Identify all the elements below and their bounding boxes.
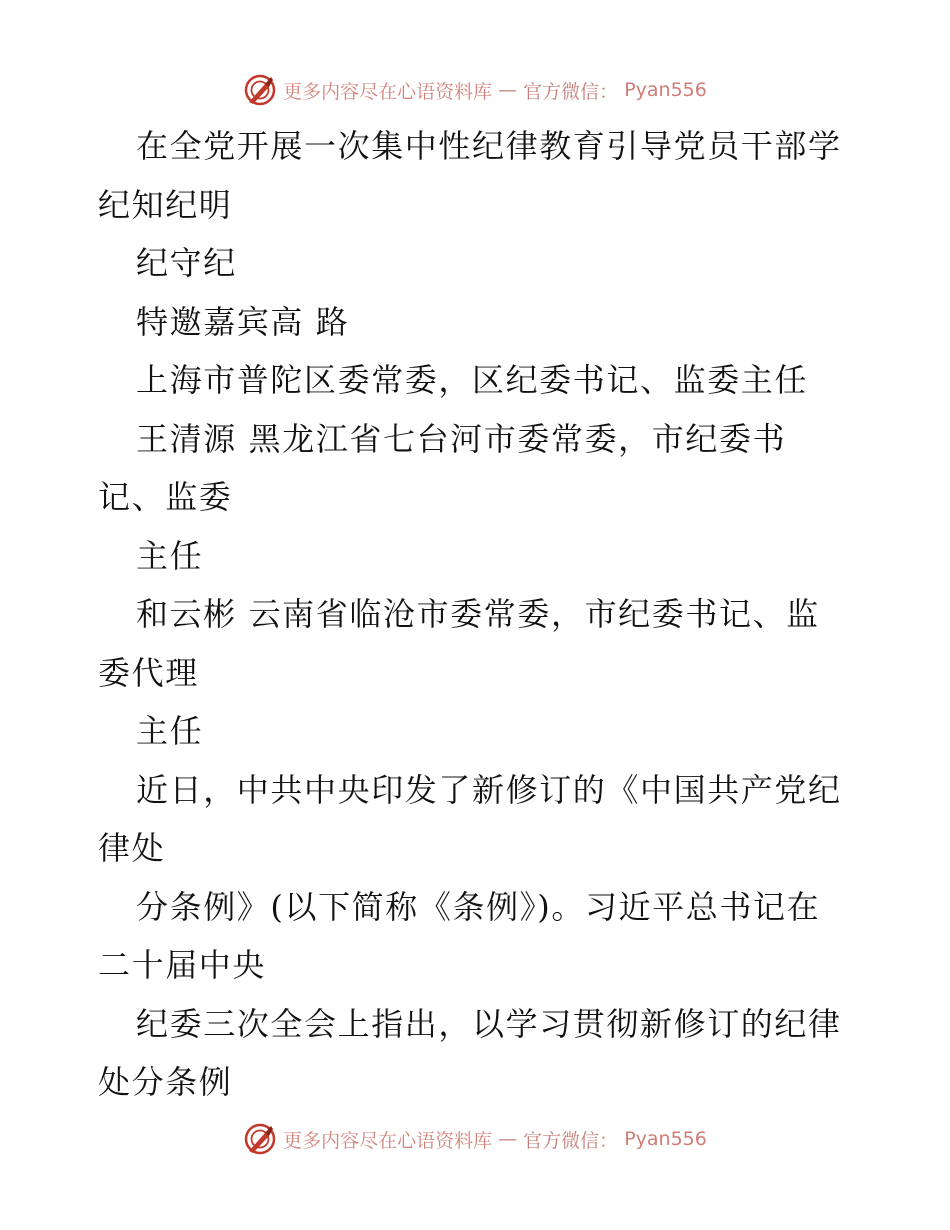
text-line: 王清源 黑龙江省七台河市委常委，市纪委书 (136, 419, 787, 458)
document-body (98, 117, 858, 1112)
text-line: 和云彬 云南省临沧市委常委，市纪委书记、监 (136, 595, 820, 633)
text-line: 纪委三次全会上指出，以学习贯彻新修订的纪律 (136, 1004, 842, 1043)
footer-promo-text: 更多内容尽在心语资料库 (283, 1129, 493, 1152)
text-line: 纪知纪明 (98, 185, 233, 224)
text-line: 主任 (136, 536, 204, 575)
text-line: 纪守纪 (136, 244, 237, 282)
header-promo-text: 更多内容尽在心语资料库 (283, 80, 493, 103)
text-line: 委代理 (98, 653, 199, 692)
text-line: 二十届中央 (98, 946, 267, 984)
text-line: 主任 (136, 712, 204, 750)
header-wechat-id: Pyan556 (624, 79, 707, 101)
text-line: 处分条例 (98, 1063, 233, 1101)
text-line: 特邀嘉宾高 路 (136, 302, 350, 341)
header-wechat-label: 官方微信： (523, 80, 619, 103)
header-banner (0, 70, 950, 110)
text-line: 上海市普陀区委常委，区纪委书记、监委主任 (136, 361, 809, 399)
footer-wechat-label: 官方微信： (523, 1129, 619, 1152)
text-line: 在全党开展一次集中性纪律教育引导党员干部学 (136, 127, 842, 165)
footer-wechat-id: Pyan556 (624, 1128, 707, 1150)
footer-separator: — (498, 1128, 518, 1150)
pen-nib-logo-icon (243, 73, 277, 107)
text-line: 记、监委 (98, 478, 233, 516)
text-line: 近日，中共中央印发了新修订的《中国共产党纪 (136, 770, 842, 809)
header-separator: — (498, 79, 518, 101)
text-line: 分条例》(以下简称《条例》)。习近平总书记在 (136, 887, 821, 926)
text-line: 律处 (98, 829, 166, 867)
pen-nib-logo-icon (243, 1122, 277, 1156)
footer-banner (0, 1119, 950, 1159)
